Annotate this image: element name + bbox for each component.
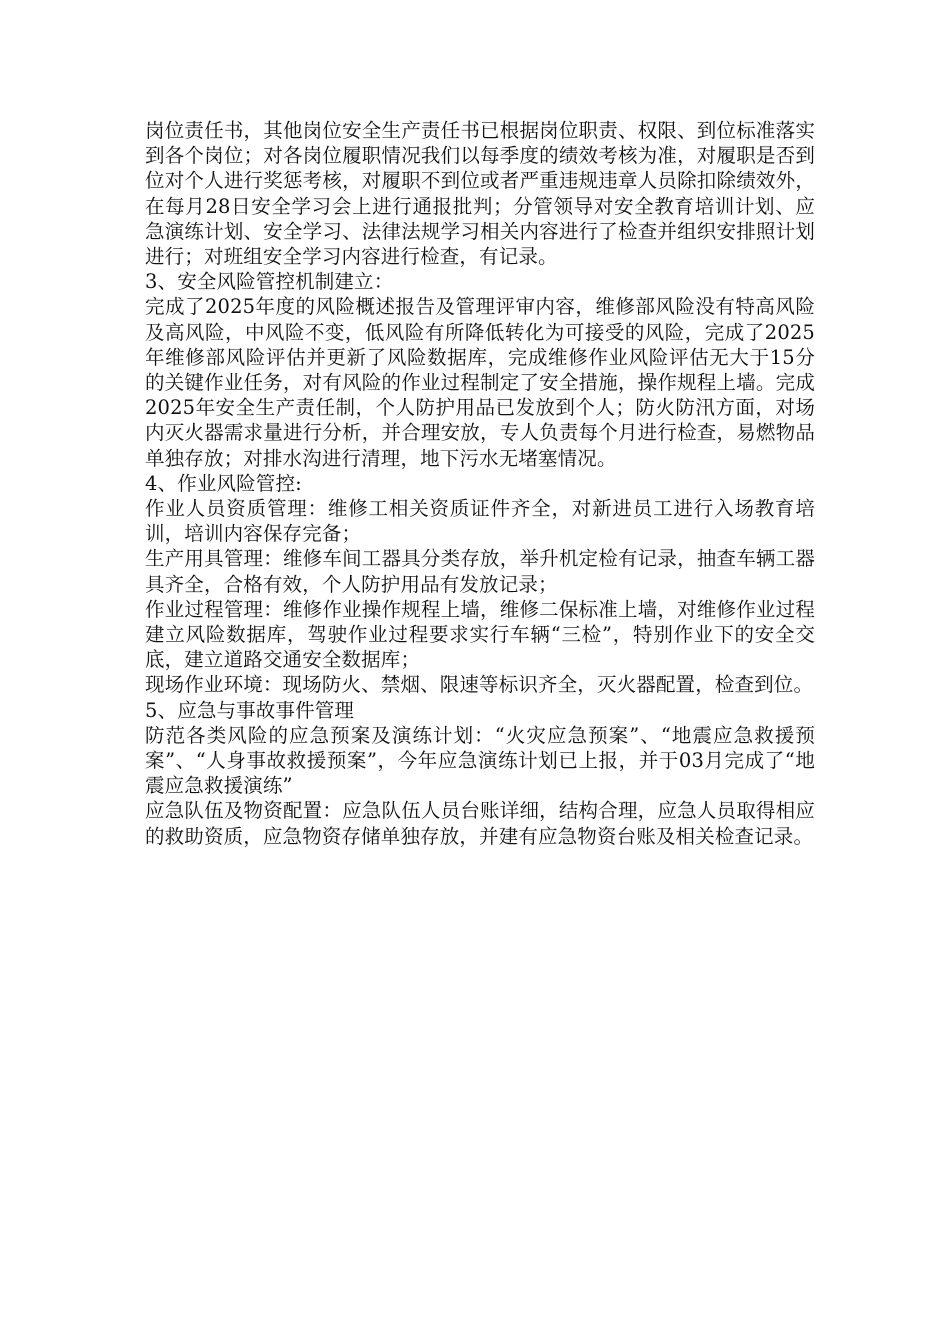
paragraph-process-management: 作业过程管理：维修作业操作规程上墙，维修二保标准上墙，对维修作业过程建立风险数据库，驾驶作业过程要求实行车辆“三检”，特别作业下的安全交底，建立道路交通安全数据库； <box>145 597 815 672</box>
paragraph-responsibility: 岗位责任书，其他岗位安全生产责任书已根据岗位职责、权限、到位标准落实到各个岗位；对各岗位履职情况我们以每季度的绩效考核为准，对履职是否到位对个人进行奖惩考核，对履职不到位或者严重违规违章人员除扣除绩效外，在每月28日安全学习会上进行通报批判；分管领导对安全教育培训计划、应急演练计划、安全学习、法律法规学习相关内容进行了检查并组织安排照计划进行；对班组安全学习内容进行检查，有记录。 <box>145 119 815 269</box>
heading-risk-control-mechanism: 3、安全风险管控机制建立： <box>145 270 394 294</box>
paragraph-personnel-qualification: 作业人员资质管理：维修工相关资质证件齐全，对新进员工进行入场教育培训，培训内容保存完备； <box>145 497 815 546</box>
heading-emergency-management: 5、应急与事故事件管理 <box>145 698 355 722</box>
paragraph-emergency-resources: 应急队伍及物资配置：应急队伍人员台账详细，结构合理，应急人员取得相应的救助资质，应急物资存储单独存放，并建有应急物资台账及相关检查记录。 <box>145 799 815 848</box>
paragraph-tools-management: 生产用具管理：维修车间工器具分类存放，举升机定检有记录，抽查车辆工器具齐全，合格有效，个人防护用品有发放记录； <box>145 547 815 596</box>
document-body <box>145 118 815 849</box>
paragraph-site-environment: 现场作业环境：现场防火、禁烟、限速等标识齐全，灭火器配置，检查到位。 <box>145 673 814 697</box>
heading-operation-risk-control: 4、作业风险管控: <box>145 471 302 495</box>
paragraph-risk-control-mechanism: 完成了2025年度的风险概述报告及管理评审内容，维修部风险没有特高风险及高风险，中风险不变，低风险有所降低转化为可接受的风险，完成了2025年维修部风险评估并更新了风险数据库，完成维修作业风险评估无大于15分的关键作业任务，对有风险的作业过程制定了安全措施，操作规程上墙。完成2025年安全生产责任制，个人防护用品已发放到个人；防火防汛方面，对场内灭火器需求量进行分析，并合理安放，专人负责每个月进行检查，易燃物品单独存放；对排水沟进行清理，地下污水无堵塞情况。 <box>145 295 815 470</box>
paragraph-emergency-plans: 防范各类风险的应急预案及演练计划：“火灾应急预案”、“地震应急救援预案”、“人身事故救援预案”，今年应急演练计划已上报，并于03月完成了“地震应急救援演练” <box>145 723 815 798</box>
